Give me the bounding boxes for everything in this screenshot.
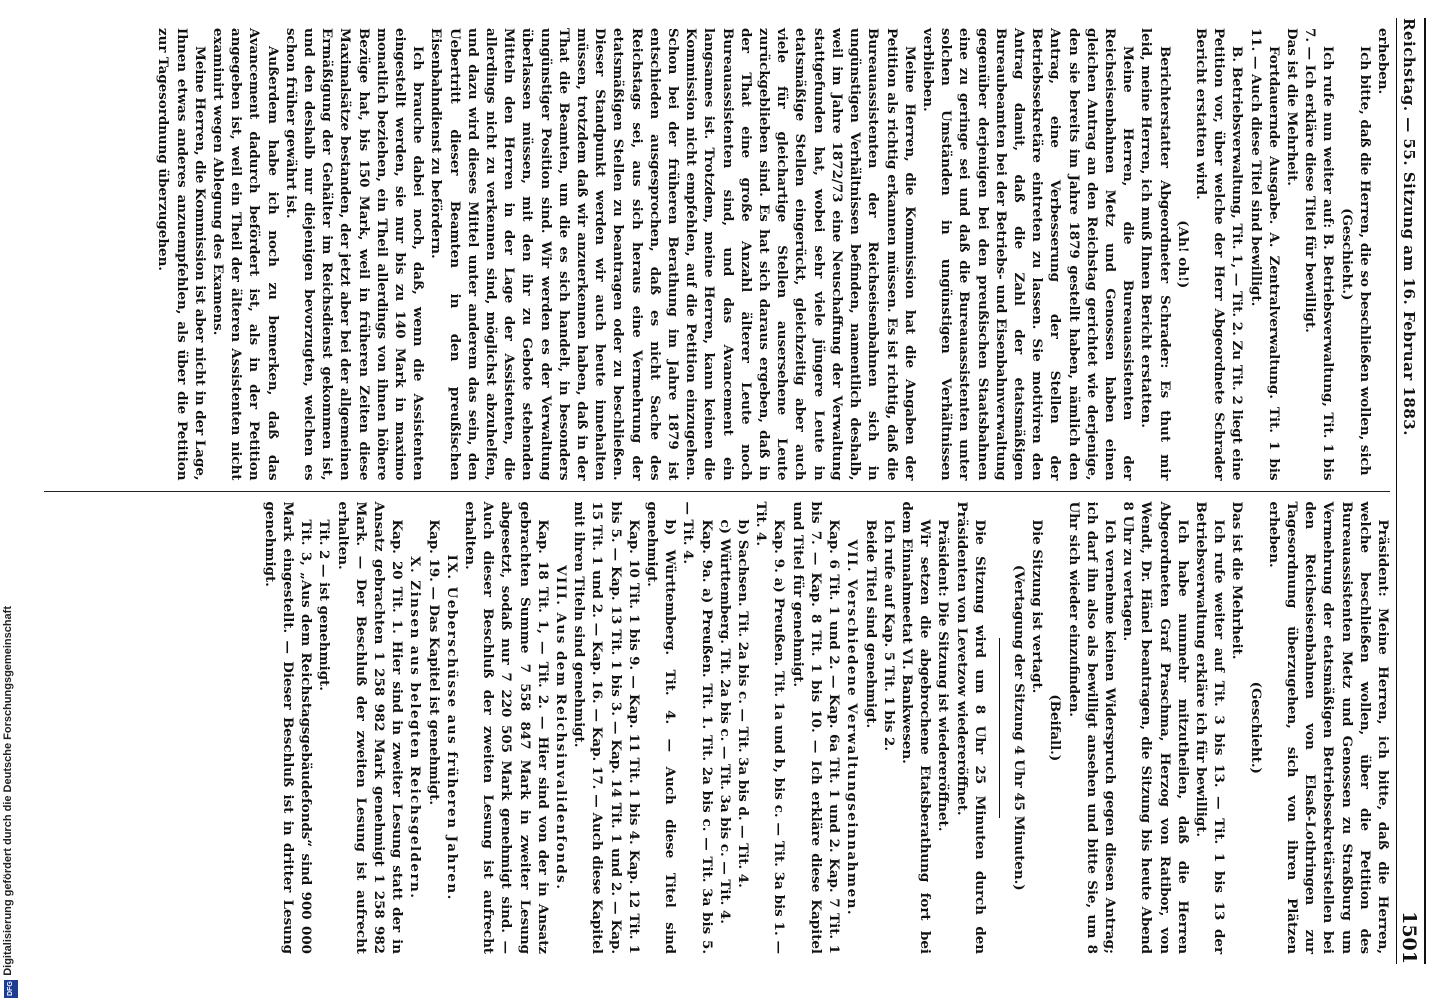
right-column xyxy=(44,492,1392,965)
text-line: VIII. Aus dem Reichsinvalidenfonds. xyxy=(553,565,570,891)
text-line: b) Württemberg. Tit. 4. — Auch diese Titel sind genehmigt. xyxy=(644,501,679,954)
text-line: Außerdem habe ich noch zu bemerken, daß das Avancement dadurch befördert ist, als in der Petition angegeben ist, weil ein Theil der älteren Assistenten nicht examinirt wegen Ablegung des Examens. xyxy=(210,28,281,481)
text-line: Das ist die Mehrheit. xyxy=(1283,28,1300,186)
text-line: Ich vernehme keinen Widerspruch gegen diesen Antrag; ich darf ihn also als bewilligt ansehen und bitte Sie, um 8 Uhr sich wieder einzufinden. xyxy=(1065,501,1118,954)
text-line: IX. Ueberschüsse aus früheren Jahren. xyxy=(443,554,460,901)
text-line: Kap. 19. — Das Kapitel ist genehmigt. xyxy=(425,519,442,806)
text-line: (Ah! oh!) xyxy=(1174,220,1191,289)
text-line: Beide Titel sind genehmigt. xyxy=(862,519,879,729)
text-line: Kap. 9. a) Preußen. Tit. 1a und b, bis c. — Tit. 3a bis 1. — Tit. 4. xyxy=(753,501,788,954)
text-line: Die Sitzung ist vertagt. xyxy=(1029,519,1046,694)
page-header xyxy=(1396,18,1428,964)
text-line: Kap. 10 Tit. 1 bis 9. — Kap. 11 Tit. 1 bis 4. Kap. 12 Tit. 1 bis 5. — Kap. 13 Tit. 1 bis 3. — Kap. 14 Tit. 1 und 2. — Kap. 15 Tit. 1 und 2. — Kap. 16. — Kap. 17. — Auch diese Kapitel mit ihren Titeln sind genehmigt. xyxy=(571,501,642,954)
text-line: erheben. xyxy=(1375,28,1391,95)
text-line: Ich rufe nun weiter auf: B. Betriebsverwaltung, Tit. 1 bis 7. — Ich erkläre diese Titel für bewilligt. xyxy=(1302,28,1337,481)
text-line: Tit. 2 — ist genehmigt. xyxy=(316,519,333,691)
text-line: Tit. 3, „Aus dem Reichstagsgebäudefonds“ sind 900 000 Mark eingestellt. — Dieser Beschluß ist in dritter Lesung genehmigt. xyxy=(261,501,315,954)
text-line: Ich rufe weiter auf Tit. 3 bis 13. — Tit. 1 bis 13 der Betriebsverwaltung erkläre ich für bewilligt. xyxy=(1192,501,1228,954)
text-line: Kap. 20 Tit. 1. Hier sind in zweiter Lesung statt der in Ansatz gebrachten 1 258 982 Mark genehmigt 1 258 982 Mark. — Der Beschluß der zweiten Lesung ist aufrecht erhalten. xyxy=(334,501,406,954)
text-line: c) Württemberg. Tit. 2a bis c. — Tit. 3a bis c. — Tit. 4. xyxy=(716,519,733,924)
text-line: (Beifall.) xyxy=(1047,694,1064,762)
text-line: (Vertagung der Sitzung 4 Uhr 45 Minuten.) xyxy=(1010,564,1027,891)
text-line: Ich habe nunmehr mitzutheilen, daß die Herren Abgeordneten Graf Praschma, Herzog von Ratibor, von Wendt, Dr. Hänel beantragen, die Sitzung bis heute Abend 8 Uhr zu vertagen. xyxy=(1120,501,1191,954)
text-line: (Geschieht.) xyxy=(1338,208,1355,301)
text-line: Meine Herren, die Kommission hat die Angaben der Petition als richtig erkannen müssen. Es ist richtig, daß die Bureauassistenten der Reichseisenbahnen sich in ungünstigen Verhältnissen befinden, namentlich deshalb, weil im Jahre 1872/73 eine Neuschaffung der Verwaltung stattgefunden hat, wobei sehr viele jüngere Leute in etatsmäßige Stellen eingerückt, gleichzeitig aber auch viele für gleichartige Stellen ausersehene Leute zurückgeblieben sind. Es hat sich daraus ergeben, daß in der That eine große Anzahl älterer Leute noch Bureauassistenten sind, und das Avancement ein langsames ist. Trotzdem, meine Herren, kann keinen die Kommission nicht empfehlen, auf die Petition einzugehen. Schon bei der früheren Berathung im Jahre 1879 ist entschieden ausgesprochen, daß es nicht Sache des Reichstags sei, aus sich heraus eine Vermehrung der etatsmäßigen Stellen zu beantragen oder zu beschließen. Dieser Standpunkt werden wir auch heute innehalten müssen, trotzdem daß wir anzuerkennen haben, daß in der That die Beamten, um die es sich handelt, in besonders ungünstiger Position sind. Wir werden es der Verwaltung überlassen müssen, mit den ihr zu Gebote stehenden Mitteln den Herren in der Lage der Assistenten, die allerdings nicht zu verkennen sind, möglichst abzuhelfen, und dazu wird dieses Mittel unter anderem das sein, den Uebertritt dieser Beamten in den preußischen Eisenbahndienst zu befördern. xyxy=(428,28,918,481)
text-line: Das ist die Mehrheit. xyxy=(1229,501,1246,660)
digitization-credit: Digitalisierung gefördert durch die Deutsche Forschungsgemeinschaft xyxy=(2,606,14,976)
text-line: Berichterstatter Abgeordneter Schrader: Es thut mir leid, meine Herren, ich muß Ihnen Bericht erstatten. xyxy=(1138,28,1173,481)
running-title: Reichstag. — 55. Sitzung am 16. Februar 1883. xyxy=(1400,18,1419,436)
left-column xyxy=(44,18,1392,491)
text-line: Ich rufe auf Kap. 5 Tit. 1 bis 2. xyxy=(880,519,897,752)
text-line: Kap. 6 Tit. 1 und 2. — Kap. 6a Tit. 1 und 2. Kap. 7 Tit. 1 bis 7. — Kap. 8 Tit. 1 bis 10. — Ich erkläre diese Kapitel und Titel für genehmigt. xyxy=(789,501,843,954)
text-line: Wir setzen die abgebrochene Etatsberathung fort bei dem Einnahmeetat VI. Bankwesen. xyxy=(898,501,934,954)
text-line: Kap. 18 Tit. 1, — Tit. 2. — Hier sind von der in Ansatz gebrachten Summe 7 558 847 Mark in zweiter Lesung abgesetzt, sodaß nur 7 220 505 Mark genehmigt sind. — Auch dieser Beschluß der zweiten Lesung ist aufrecht erhalten. xyxy=(462,501,551,954)
text-line: Fortdauernde Ausgabe. A. Zentralverwaltung. Tit. 1 bis 11. — Auch diese Titel sind bewilligt. xyxy=(1247,28,1282,481)
text-line: Meine Herren, die Kommission ist aber nicht in der Lage, Ihnen etwas anderes anzuempfehlen, als über die Petition zur Tagesordnung überzugehen. xyxy=(155,28,208,481)
section-rule xyxy=(999,638,1000,818)
page-number: 1501 xyxy=(1398,911,1421,964)
dfg-logo-icon: DFG xyxy=(4,980,18,998)
text-line: Kap. 9a. a) Preußen. Tit. 1. Tit. 2a bis c. — Tit. 3a bis 5. — Tit. 4. xyxy=(680,501,715,954)
text-columns xyxy=(44,18,1392,964)
text-line: Präsident: Die Sitzung ist wiedereröffnet. xyxy=(935,519,952,832)
scanned-page xyxy=(40,0,1432,1000)
text-line: Die Sitzung wird um 8 Uhr 25 Minuten durch den Präsidenten von Levetzow wiedereröffnet. xyxy=(953,501,988,954)
text-line: Ich brauche dabei noch, daß, wenn die Assistenten eingestellt werden, sie nur bis zu 140 Mark in maximo monatlich beziehen, ein Theil allerdings von ihnen höhere Bezüge hat, bis 150 Mark, weil in früheren Zeiten diese Maximalsätze bestanden, der jetzt aber bei der allgemeinen Ermäßigung der Gehälter im Reichsdienst gekommen ist, und den deshalb nur diejenigen bevorzugten, welchen es schon früher gewährt ist. xyxy=(282,28,427,481)
text-line: Meine Herren, die Bureauassistenten der Reichseisenbahnen Metz und Genossen haben einen gleichen Antrag an den Reichstag gerichtet wie derjenige, den sie bereits im Jahre 1879 gestellt haben, nämlich den Antrag, eine Verbesserung der Stellen der Betriebssekretäre eintreten zu lassen. Sie motiviren den Antrag damit, daß die Zahl der etatsmäßigen Bureaubeamten bei der Betriebs- und Eisenbahnverwaltung gegenüber derjenigen bei den preußischen Staatsbahnen eine zu geringe sei und daß die Bureauassistenten unter solchen Umständen in ungünstigen Verhältnissen verblieben. xyxy=(919,28,1137,481)
text-line: X. Zinsen aus belegten Reichsgeldern. xyxy=(407,556,424,900)
text-line: b) Sachsen. Tit. 2a bis c. — Tit. 3a bis d. — Tit. 4. xyxy=(735,519,752,888)
text-line: Ich bitte, daß die Herren, die so beschließen wollen, sich xyxy=(1356,46,1373,476)
text-line: Präsident: Meine Herren, ich bitte, daß die Herren, welche beschließen wollen, über die Petition des Bureauassistenten Metz und Genossen zu Straßburg um Vermehrung der etatsmäßigen Betriebssekretärstellen bei den Reichseisenbahnen von Elsaß-Lothringen zur Tagesordnung überzugehen, sich von ihren Plätzen erheben. xyxy=(1265,501,1391,954)
text-line: B. Betriebsverwaltung, Tit. 1, — Tit. 2. Zu Tit. 2 liegt eine Petition vor, über welche der Herr Abgeordnete Schrader Bericht erstatten wird. xyxy=(1192,28,1246,481)
text-line: (Geschieht.) xyxy=(1247,681,1264,774)
text-line: VII. Verschiedene Verwaltungseinnahmen. xyxy=(844,539,861,916)
